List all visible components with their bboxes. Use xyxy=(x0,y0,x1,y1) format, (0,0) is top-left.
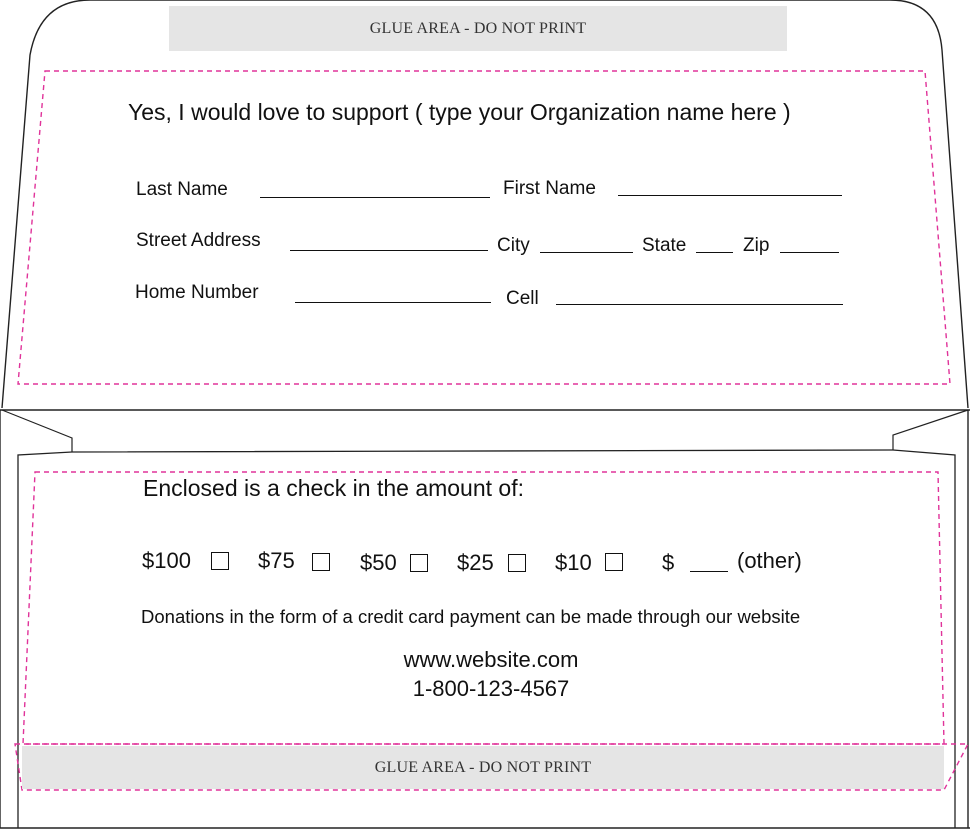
amount-25-label: $25 xyxy=(457,550,494,575)
other-currency-symbol: $ xyxy=(662,550,675,575)
top-glue-area xyxy=(169,6,787,51)
flap-outline xyxy=(2,0,968,408)
cell-label: Cell xyxy=(506,288,539,309)
zip-field[interactable] xyxy=(780,252,839,253)
support-headline: Yes, I would love to support ( type your Organization name here ) xyxy=(128,99,791,125)
last-name-label: Last Name xyxy=(136,179,228,200)
amount-50-checkbox[interactable] xyxy=(410,554,428,572)
state-label: State xyxy=(642,235,687,256)
left-tab xyxy=(2,410,72,452)
top-glue-text: GLUE AREA - DO NOT PRINT xyxy=(369,19,587,37)
amount-25-checkbox[interactable] xyxy=(508,554,526,572)
amount-50-label: $50 xyxy=(360,550,397,575)
first-name-field[interactable] xyxy=(618,195,842,196)
amount-75-label: $75 xyxy=(258,548,295,573)
zip-label: Zip xyxy=(743,235,770,256)
home-number-field[interactable] xyxy=(295,302,491,303)
phone-number: 1-800-123-4567 xyxy=(412,676,570,701)
website-url: www.website.com xyxy=(403,647,579,672)
city-field[interactable] xyxy=(540,252,633,253)
cell-field[interactable] xyxy=(556,304,843,305)
city-label: City xyxy=(497,235,530,256)
bottom-glue-area xyxy=(22,746,944,789)
bottom-glue-text: GLUE AREA - DO NOT PRINT xyxy=(374,758,592,776)
street-address-label: Street Address xyxy=(136,230,261,251)
home-number-label: Home Number xyxy=(135,282,259,303)
amount-10-label: $10 xyxy=(555,550,592,575)
right-tab xyxy=(893,410,968,450)
check-heading: Enclosed is a check in the amount of: xyxy=(143,475,524,501)
credit-card-note: Donations in the form of a credit card payment can be made through our website xyxy=(141,606,801,627)
other-amount-label: (other) xyxy=(737,548,802,573)
amount-100-checkbox[interactable] xyxy=(211,552,229,570)
last-name-field[interactable] xyxy=(260,197,490,198)
amount-75-checkbox[interactable] xyxy=(312,553,330,571)
other-amount-field[interactable] xyxy=(690,571,728,572)
street-address-field[interactable] xyxy=(290,250,488,251)
amount-100-label: $100 xyxy=(142,548,191,573)
first-name-label: First Name xyxy=(503,178,596,199)
amount-10-checkbox[interactable] xyxy=(605,553,623,571)
state-field[interactable] xyxy=(696,252,733,253)
